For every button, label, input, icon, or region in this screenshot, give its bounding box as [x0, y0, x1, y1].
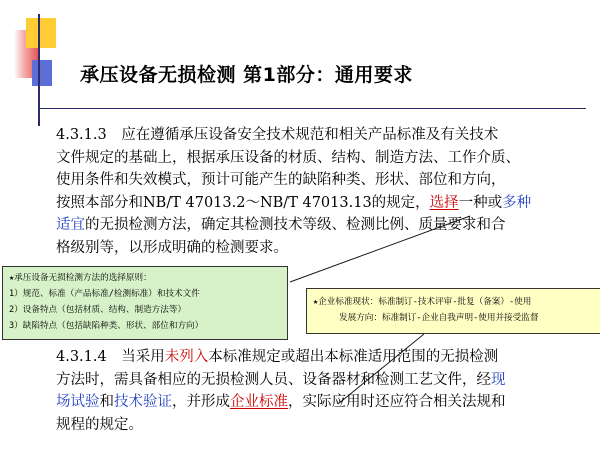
clause-line: 格级别等，以形成明确的检测要求。	[56, 239, 288, 256]
highlight-enterprise-standard: 企业标准	[230, 394, 288, 410]
enterprise-standard-note	[306, 288, 600, 334]
clause-line: 4.3.1.3 应在遵循承压设备安全技术规范和相关产品标准及有关技术	[56, 127, 499, 143]
clause-text: 一种或	[458, 194, 503, 211]
clause-text: 方法时，需具备相应的无损检测人员、设备器材和检测工艺文件，经	[56, 371, 491, 388]
clause-line	[56, 369, 592, 392]
clause-text: 本标准规定或超出本标准适用范围的无损检测	[208, 349, 499, 365]
clause-line: 规程的规定。	[56, 416, 143, 433]
clause-line	[56, 346, 592, 369]
highlight-tech-verify: 技术验证	[114, 394, 172, 410]
selection-principles-note	[2, 266, 288, 340]
note-heading: ★承压设备无损检测方法的选择原则：	[9, 273, 152, 283]
highlight-suitable: 适宜	[56, 217, 85, 233]
clause-line: 使用条件和失效模式，预计可能产生的缺陷种类、形状、部位和方向，	[56, 172, 506, 188]
note-line: ★企业标准现状：标准制订-技术评审-批复（备案）-使用	[313, 297, 532, 307]
callout-line-green	[290, 216, 470, 282]
clause-4-3-1-4	[56, 346, 592, 436]
clause-text: ，实际应用时还应符合相关法规和	[288, 394, 506, 410]
highlight-multiple: 多种	[502, 194, 532, 211]
clause-text: 4.3.1.4 当采用	[56, 349, 165, 365]
clause-text: 按照本部分和NB/T 47013.2～NB/T 47013.13的规定，	[56, 194, 430, 211]
slide-title: 承压设备无损检测 第1部分：通用要求	[80, 64, 413, 86]
highlight-unlisted: 未列入	[164, 349, 209, 365]
note-line: 发展方向：标准制订-企业自我声明-使用并接受监督	[339, 313, 539, 323]
highlight-field: 现	[491, 371, 506, 388]
clause-text: 的无损检测方法，确定其检测技术等级、检测比例、质量要求和合	[85, 217, 506, 233]
note-item: 1）规范、标准（产品标准/检测标准）和技术文件	[9, 289, 200, 299]
highlight-field-test: 场试验	[56, 394, 100, 410]
highlight-select: 选择	[429, 194, 459, 211]
clause-text: 和	[99, 394, 114, 410]
clause-line: 文件规定的基础上，根据承压设备的材质、结构、制造方法、工作介质、	[56, 149, 520, 166]
note-item: 2）设备特点（包括材质、结构、制造方法等）	[9, 305, 187, 315]
clause-line	[56, 391, 592, 414]
note-item: 3）缺陷特点（包括缺陷种类、形状、部位和方向）	[9, 321, 204, 331]
clause-text: ，并形成	[172, 394, 230, 410]
